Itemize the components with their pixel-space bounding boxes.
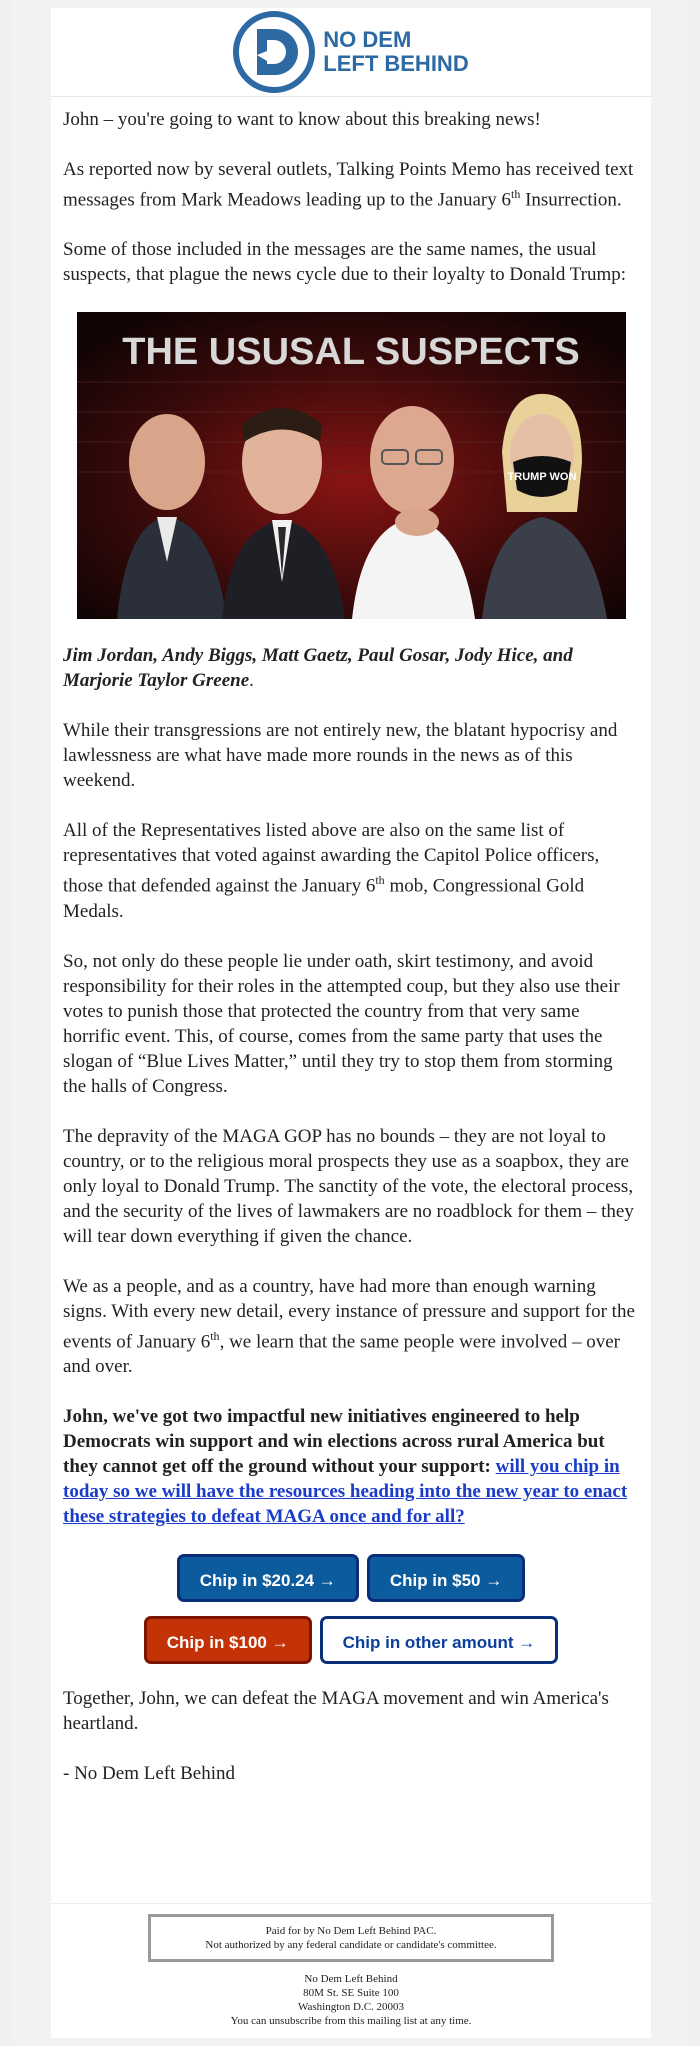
paid-for-text: Paid for by No Dem Left Behind PAC. (265, 1925, 437, 1937)
email-body (51, 97, 651, 1786)
paragraph-usual-suspects: Some of those included in the messages are the same names, the usual suspects, that plague the news cycle due to their loyalty to Donald Trump: (63, 239, 627, 286)
unsubscribe-text[interactable]: You can unsubscribe from this mailing list at any time. (230, 2015, 472, 2027)
donate-link[interactable]: will you chip in today so we will have the resources heading into the new year to enact these strategies to defeat MAGA once and for all? (63, 1455, 628, 1527)
disclaimer-box (148, 1914, 554, 1962)
brand-wordmark (323, 28, 468, 76)
ask-bold-lead: John, we've got two impactful new initiatives engineered to help Democrats win support and win elections across rural America but they cannot get off the ground without your support: (63, 1405, 605, 1477)
footer-street: 80M St. SE Suite 100 (303, 1987, 399, 1999)
paragraph-ask (63, 1404, 639, 1529)
signoff: - No Dem Left Behind (63, 1762, 236, 1784)
paragraph-gold-medals: All of the Representatives listed above are also on the same list of representatives that voted against awarding the Capitol Police officers, those that defended against the January 6th mob, Congressional Gold Medals. (63, 820, 600, 922)
chip-in-2024-button[interactable]: Chip in $20.24 → (177, 1554, 359, 1602)
d-logo-icon (233, 11, 315, 93)
names-list: Jim Jordan, Andy Biggs, Matt Gaetz, Paul Gosar, Jody Hice, and Marjorie Taylor Greene (63, 645, 573, 692)
paragraph-depravity: The depravity of the MAGA GOP has no bounds – they are not loyal to country, or to the religious moral prospects they use as a soapbox, they are only loyal to Donald Trump. The sanctity of the vote, the electoral process, and the security of the lives of lawmakers are no roadblock for them – they will tear down everything if given the chance. (63, 1125, 634, 1247)
mask-text: TRUMP WON (507, 471, 576, 484)
paragraph-warning-signs: We as a people, and as a country, have had more than enough warning signs. With every new detail, every instance of pressure and support for the events of January 6th, we learn that the same people were involved – over and over. (63, 1275, 635, 1377)
brand-line-2: LEFT BEHIND (323, 51, 469, 76)
chip-in-other-button[interactable]: Chip in other amount → (320, 1616, 559, 1664)
footer-org: No Dem Left Behind (304, 1973, 398, 1985)
chip-in-50-button[interactable]: Chip in $50 → (367, 1554, 525, 1602)
chip-in-100-button[interactable]: Chip in $100 → (144, 1616, 312, 1664)
usual-suspects-image (77, 312, 626, 619)
brand-logo[interactable] (233, 11, 468, 93)
email-footer (51, 1903, 651, 2028)
email-header (51, 8, 651, 97)
email-background (11, 0, 689, 2046)
brand-line-1: NO DEM (323, 27, 412, 52)
donate-buttons (63, 1554, 639, 1664)
paragraph-closing: Together, John, we can defeat the MAGA movement and win America's heartland. (63, 1687, 609, 1734)
not-authorized-text: Not authorized by any federal candidate or candidate's committee. (205, 1939, 497, 1951)
footer-city: Washington D.C. 20003 (297, 2001, 405, 2013)
image-title: THE USUSAL SUSPECTS (121, 331, 580, 374)
names-paragraph: Jim Jordan, Andy Biggs, Matt Gaetz, Paul Gosar, Jody Hice, and Marjorie Taylor Greene. (63, 645, 573, 692)
paragraph-lie-under-oath: So, not only do these people lie under oath, skirt testimony, and avoid responsibility for their roles in the attempted coup, but they also use their votes to punish those that protected the country from that very same horrific event. This, of course, comes from the same party that uses the slogan of “Blue Lives Matter,” until they try to stop them from storming the halls of Congress. (63, 950, 620, 1097)
email-card (51, 8, 651, 2038)
paragraph-transgressions: While their transgressions are not entirely new, the blatant hypocrisy and lawlessness are what have made more rounds in the news as of this weekend. (63, 720, 618, 792)
paragraph-report: As reported now by several outlets, Talking Points Memo has received text messages from Mark Meadows leading up to the January 6th Insurrection. (63, 159, 634, 211)
greeting: John – you're going to want to know about this breaking news! (63, 109, 541, 130)
